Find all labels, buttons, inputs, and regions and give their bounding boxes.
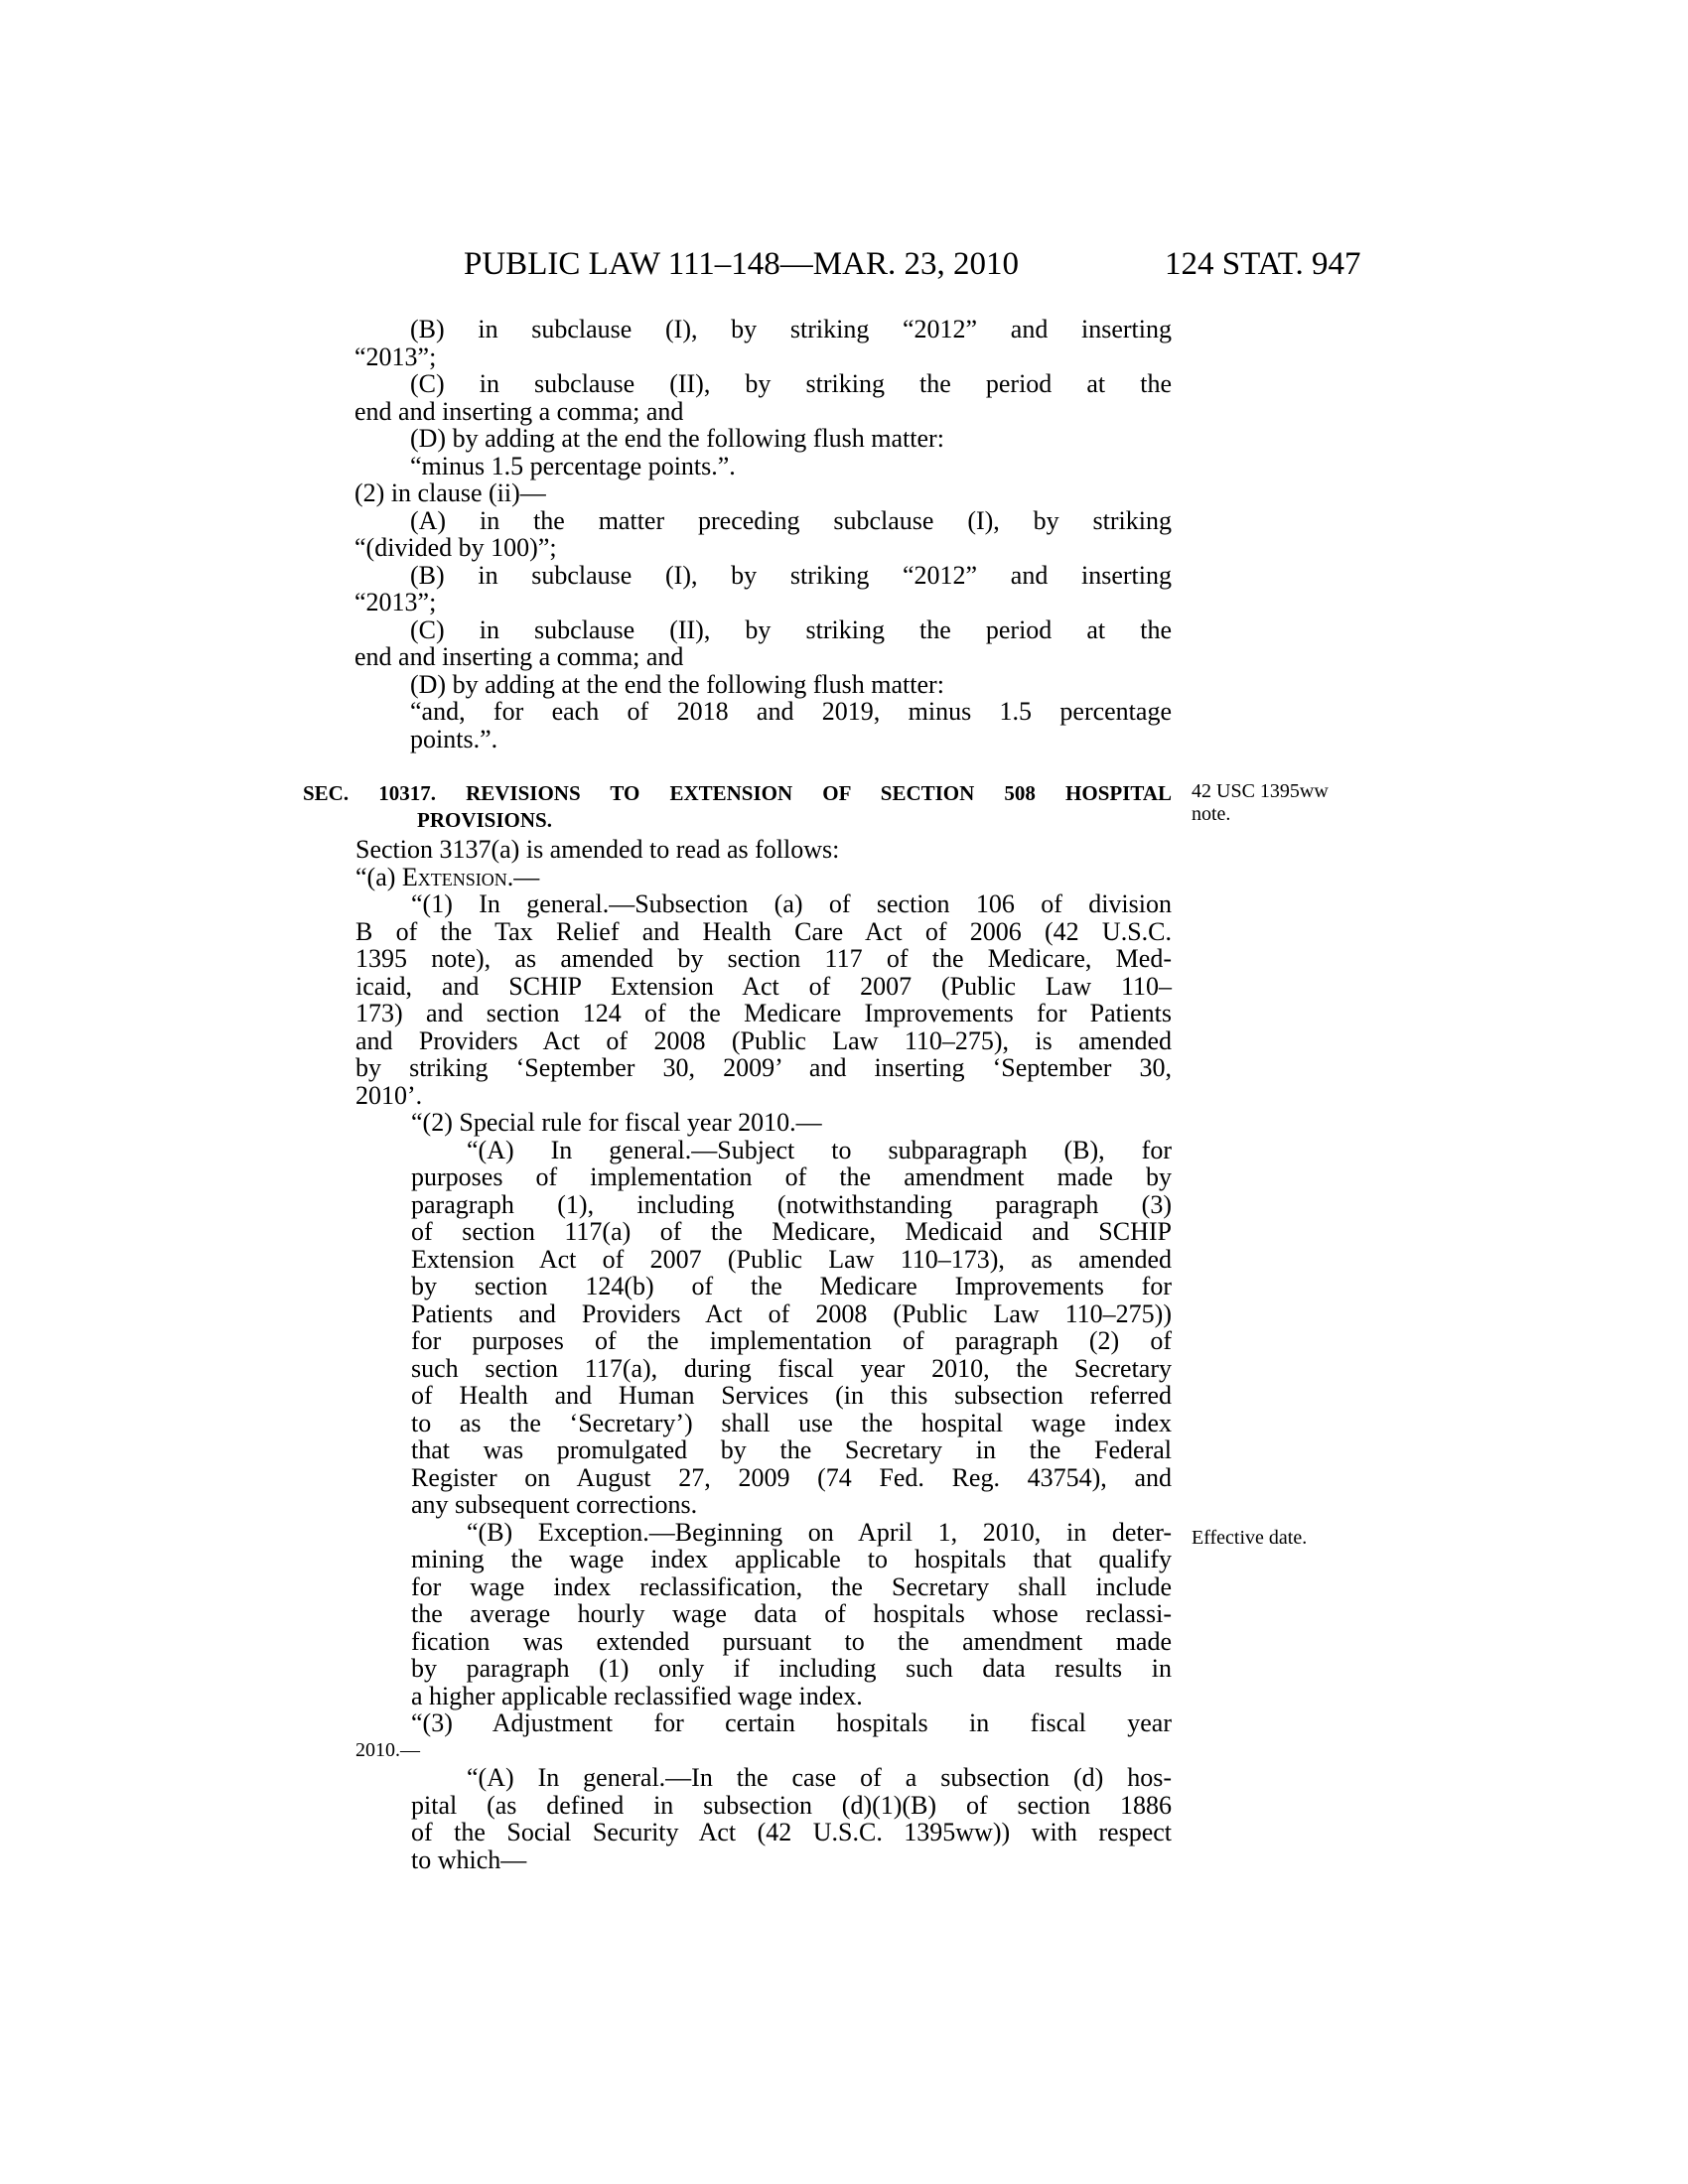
subsection-a-heading — [355, 864, 1172, 891]
paragraph-1-line: icaid, and SCHIP Extension Act of 2007 (Public Law 110– — [355, 971, 1172, 1001]
subparagraph-2B-line: a higher applicable reclassified wage index. — [411, 1681, 863, 1710]
subparagraph-3A-line: “(A) In general.—In the case of a subsection (d) hos- — [467, 1763, 1172, 1792]
page-number-header: 124 STAT. 947 — [1165, 246, 1361, 282]
subparagraph-2A-line: by section 124(b) of the Medicare Improvements for — [411, 1272, 1172, 1300]
subparagraph-2A-line: paragraph (1), including (notwithstanding paragraph (3) — [411, 1189, 1172, 1219]
item-D2-line2: “and, for each of 2018 and 2019, minus 1.5 percentage — [410, 697, 1172, 726]
item-A2-line1: (A) in the matter preceding subclause (I), by striking — [410, 505, 1172, 535]
subparagraph-2A-line: for purposes of the implementation of paragraph (2) of — [411, 1326, 1172, 1355]
paragraph-1-line: “(1) In general.—Subsection (a) of section 106 of division — [411, 889, 1172, 918]
subparagraph-2B-line: for wage index reclassification, the Secretary shall include — [411, 1571, 1172, 1601]
paragraph-2-heading: “(2) Special rule for fiscal year 2010.— — [411, 1108, 822, 1137]
subparagraph-2B-line: mining the wage index applicable to hospitals that qualify — [411, 1545, 1172, 1573]
section-heading — [303, 780, 1172, 834]
paragraph-3-heading-line1: “(3) Adjustment for certain hospitals in fiscal year — [411, 1708, 1172, 1737]
subparagraph-2A-line: of Health and Human Services (in this subsection referred — [411, 1381, 1172, 1410]
subparagraph-2A-line: Register on August 27, 2009 (74 Fed. Reg. 43754), and — [411, 1462, 1172, 1492]
subparagraph-3A-line: to which— — [411, 1844, 527, 1874]
paragraph-1-line: 2010’. — [355, 1080, 423, 1110]
item-C1-line1: (C) in subclause (II), by striking the period at the — [410, 369, 1172, 398]
subparagraph-2B-line: by paragraph (1) only if including such data results in — [411, 1654, 1172, 1683]
paragraph-1-line: by striking ‘September 30, 2009’ and inserting ‘September 30, — [355, 1053, 1172, 1082]
paragraph-1-line: B of the Tax Relief and Health Care Act of 2006 (42 U.S.C. — [355, 916, 1172, 946]
item-B2-line1: (B) in subclause (I), by striking “2012” and inserting — [410, 560, 1172, 590]
subparagraph-2A-line: such section 117(a), during fiscal year 2010, the Secretary — [411, 1353, 1172, 1383]
paragraph-1-line: 173) and section 124 of the Medicare Improvements for Patients — [355, 999, 1172, 1027]
paragraph-1-line: and Providers Act of 2008 (Public Law 110–275), is amended — [355, 1025, 1172, 1055]
section-heading-line2: PROVISIONS. — [417, 808, 552, 832]
item-C2-line1: (C) in subclause (II), by striking the period at the — [410, 614, 1172, 644]
subparagraph-2A-line: “(A) In general.—Subject to subparagraph (B), for — [467, 1135, 1172, 1164]
item-B2-line2: “2013”; — [354, 588, 437, 616]
margin-effective-date: Effective date. — [1192, 1527, 1308, 1549]
subparagraph-2A-line: Patients and Providers Act of 2008 (Public Law 110–275)) — [411, 1298, 1172, 1328]
paragraph-1 — [355, 890, 1172, 918]
item-C2-line2: end and inserting a comma; and — [354, 642, 684, 671]
subsection-a-prefix: “(a) — [355, 862, 402, 891]
subsection-a-suffix: .— — [506, 862, 540, 891]
subparagraph-2B-line: “(B) Exception.—Beginning on April 1, 2010, in deter- — [467, 1517, 1172, 1547]
subparagraph-2A-line: of section 117(a) of the Medicare, Medicaid and SCHIP — [411, 1217, 1172, 1246]
margin-citation — [1192, 780, 1370, 826]
item-D2-line3: points.”. — [410, 724, 498, 753]
item-D1-line1: (D) by adding at the end the following flush matter: — [410, 424, 944, 453]
paragraph-1-line: 1395 note), as amended by section 117 of the Medicare, Med- — [355, 944, 1172, 973]
item-B1-line2: “2013”; — [354, 341, 437, 371]
subparagraph-2A-line: that was promulgated by the Secretary in the Federal — [411, 1435, 1172, 1464]
subparagraph-3A-line: pital (as defined in subsection (d)(1)(B) of section 1886 — [411, 1790, 1172, 1820]
running-header-left: PUBLIC LAW 111–148—MAR. 23, 2010 — [464, 246, 1019, 282]
clause-2-heading: (2) in clause (ii)— — [354, 478, 546, 507]
intro-text: Section 3137(a) is amended to read as follows: — [355, 835, 840, 864]
subparagraph-2A-line: any subsequent corrections. — [411, 1490, 698, 1519]
margin-citation-line2: note. — [1192, 803, 1231, 825]
subparagraph-2A-line: purposes of implementation of the amendment made by — [411, 1162, 1172, 1191]
item-A2-line2: “(divided by 100)”; — [354, 533, 557, 562]
subparagraph-3A — [355, 1764, 1172, 1873]
section-heading-line1: SEC. 10317. REVISIONS TO EXTENSION OF SECTION 508 HOSPITAL — [303, 781, 1172, 805]
section-body — [355, 836, 1172, 1873]
item-D2-line1: (D) by adding at the end the following flush matter: — [410, 669, 944, 699]
amendment-list-top — [354, 315, 1172, 753]
item-C1-line2: end and inserting a comma; and — [354, 396, 684, 426]
subparagraph-2B-line: fication was extended pursuant to the amendment made — [411, 1626, 1172, 1656]
subparagraph-2A-line: to as the ‘Secretary’) shall use the hospital wage index — [411, 1408, 1172, 1437]
item-D1-line2: “minus 1.5 percentage points.”. — [410, 451, 736, 480]
subparagraph-3A-line: of the Social Security Act (42 U.S.C. 1395ww)) with respect — [411, 1818, 1172, 1846]
subsection-a-title: Extension — [401, 862, 507, 891]
subparagraph-2A — [355, 1137, 1172, 1710]
subparagraph-2A-line: Extension Act of 2007 (Public Law 110–173), as amended — [411, 1244, 1172, 1274]
subparagraph-2B-line: the average hourly wage data of hospitals whose reclassi- — [411, 1599, 1172, 1628]
margin-citation-line1: 42 USC 1395ww — [1192, 780, 1329, 802]
paragraph-3-heading-line2: 2010.— — [355, 1738, 420, 1761]
item-B1-line1: (B) in subclause (I), by striking “2012” and inserting — [410, 315, 1172, 343]
